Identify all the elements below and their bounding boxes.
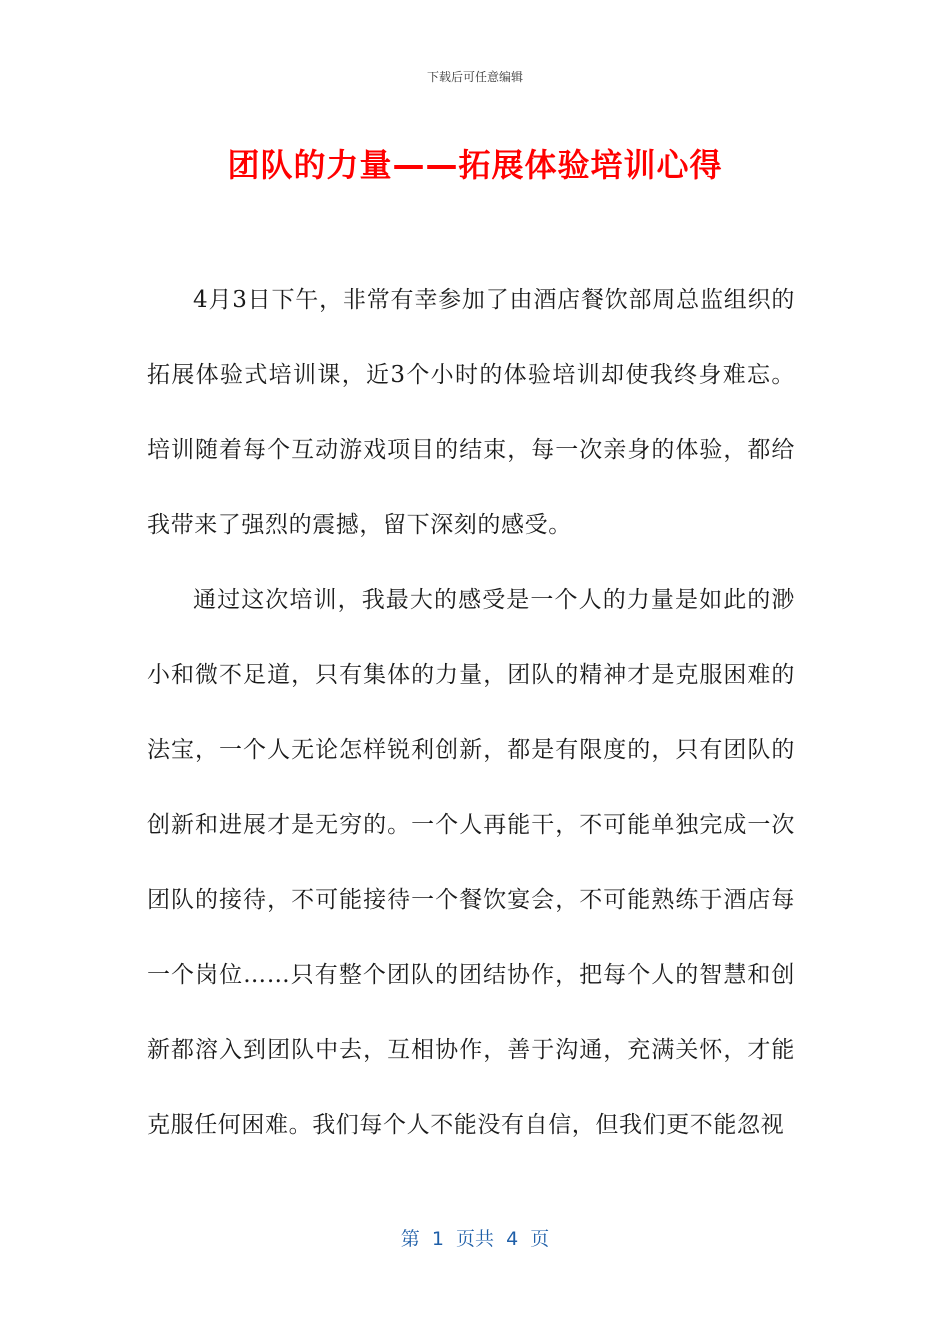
paragraph: 通过这次培训，我最大的感受是一个人的力量是如此的渺小和微不足道，只有集体的力量，团队的精神才是克服困难的法宝，一个人无论怎样锐利创新，都是有限度的，只有团队的创新和进展才是无穷的。一个人再能干，不可能单独完成一次团队的接待，不可能接待一个餐饮宴会，不可能熟练于酒店每一个岗位……只有整个团队的团结协作，把每个人的智慧和创新都溶入到团队中去，互相协作，善于沟通，充满关怀，才能克服任何困难。我们每个人不能没有自信，但我们更不能忽视 bbox=[147, 587, 795, 1138]
paragraph: 4月3日下午，非常有幸参加了由酒店餐饮部周总监组织的拓展体验式培训课，近3个小时的体验培训却使我终身难忘。培训随着每个互动游戏项目的结束，每一次亲身的体验，都给我带来了强烈的震撼，留下深刻的感受。 bbox=[147, 287, 795, 538]
header-note: 下载后可任意编辑 bbox=[426, 70, 523, 84]
page-number: 第 1 页共 4 页 bbox=[400, 1228, 550, 1250]
document-body bbox=[147, 263, 795, 1163]
document-title: 团队的力量——拓展体验培训心得 bbox=[227, 146, 723, 184]
